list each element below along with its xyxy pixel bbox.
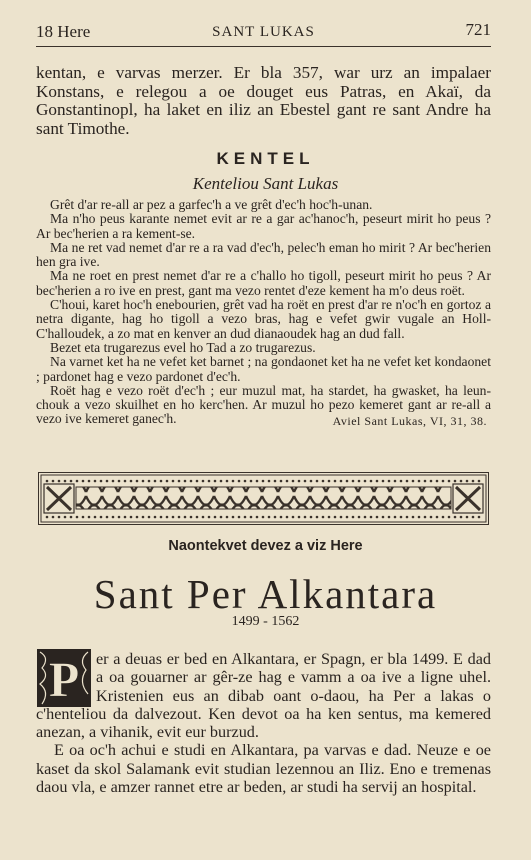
header-rule <box>36 46 491 47</box>
saint-paragraph-1: er a deuas er bed en Alkantara, er Spagn, er bla 1499. E dad a oa gouarner ar gêr-ze hag e vamm a oa ive a ligne uhel. Kristenien eus an dibab oant o-daou, ha Per a lakas o c'henteliou da dalvezout. Ken devot oa ha ken sentus, ma kemered anezan, a vihanik, evit eur burzud. <box>36 650 491 742</box>
intro-paragraph: kentan, e varvas merzer. Er bla 357, war urz an impalaer Konstans, e relegou a oe douget eus Patras, en Akaï, da Gonstantinopl, ha laket en iliz an Ebestel gant re sant Andre ha sant Timothe. <box>36 63 491 138</box>
page-number: 721 <box>465 20 491 39</box>
kentel-paragraph: Grêt d'ar re-all ar pez a garfec'h a ve grêt d'ec'h hoc'h-unan. <box>50 197 373 212</box>
dropcap-text: P <box>48 651 80 707</box>
saint-paragraph-2: E oa oc'h achui e studi en Alkantara, pa varvas e dad. Neuze e oe kaset da skol Salamank evit studian lezennou an Iliz. Eno e tremenas daou vla, e amzer rannet etre ar beden, ar studi ha servij an hospital. <box>36 741 491 797</box>
kentel-paragraph: Roët hag e vezo roët d'ec'h ; eur muzul mat, ha stardet, ha gwasket, ha leun-chouk a vezo skuilhet en ho kerc'hen. Ar muzul ho pezo kemeret gant ar re-all a vezo ive kemeret ganec'h. <box>36 382 491 427</box>
celtic-knot-border <box>38 472 489 525</box>
kentel-paragraph: Ma ne ret vad nemet d'ar re a ra vad d'ec'h, pelec'h eman ho mirit ? Ar bec'herien hen gra ive. <box>36 239 491 270</box>
kentel-text <box>36 198 491 427</box>
gospel-citation: Aviel Sant Lukas, VI, 31, 38. <box>332 414 487 428</box>
saint-body <box>36 650 491 796</box>
kentel-paragraph: Ma n'ho peus karante nemet evit ar re a gar ac'hanoc'h, peseurt mirit ho peus ? Ar bec'herien a ra kement-se. <box>36 211 491 241</box>
kentel-paragraph: Bezet eta trugarezus evel ho Tad a zo trugarezus. <box>50 339 316 355</box>
kentel-paragraph: Ma ne roet en prest nemet d'ar re a c'hallo ho tigoll, peseurt mirit ho peus ? Ar bec'herien a ro ive en prest, gant ma vezo rentet d'eze kement ha m'o deus roët. <box>36 268 491 298</box>
header-date: 18 Here <box>36 22 91 41</box>
header-title: SANT LUKAS <box>212 24 315 40</box>
saint-dates: 1499 - 1562 <box>231 614 300 629</box>
feast-day-label: Naontekvet devez a viz Here <box>168 538 363 554</box>
running-header <box>36 20 491 44</box>
kentel-paragraph: Na varnet ket ha ne vefet ket barnet ; na gondaonet ket ha ne vefet ket kondaonet ; pardonet hag e vezo pardonet d'ec'h. <box>36 354 491 384</box>
kentel-subheading: Kenteliou Sant Lukas <box>192 174 339 193</box>
kentel-heading: KENTEL <box>216 149 315 168</box>
saint-title: Sant Per Alkantara <box>93 571 438 617</box>
kentel-paragraph: C'houi, karet hoc'h enebourien, grêt vad ha roët en prest d'ar re n'oc'h en gortoz a netra digante, hag ho tigoll a vezo bras, hag e vefet gwir vugale an Holl-C'halloudek, a zo mat en kenver an dud dianaoudek hag an dud fall. <box>36 297 491 341</box>
